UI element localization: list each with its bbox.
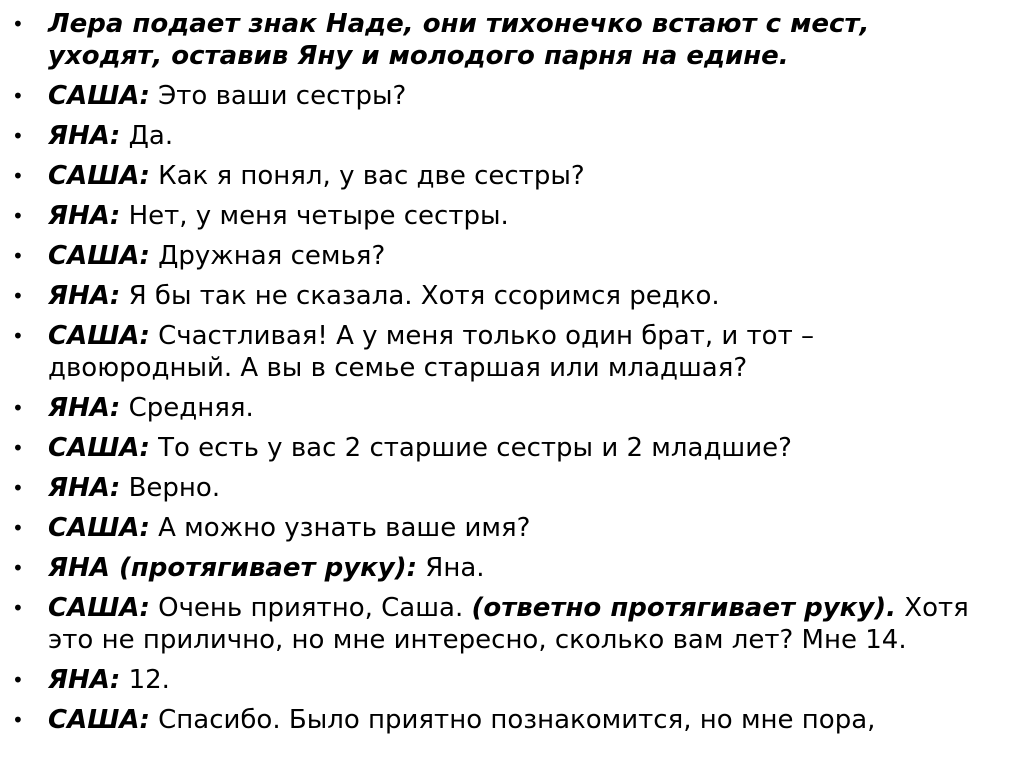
list-item <box>0 200 1024 232</box>
list-item <box>0 160 1024 192</box>
bullet-icon: • <box>12 204 24 228</box>
list-item <box>0 704 1024 736</box>
list-item <box>0 392 1024 424</box>
speaker-label: ЯНА (протягивает руку): <box>48 553 418 583</box>
line-text: Я бы так не сказала. Хотя ссоримся редко. <box>120 281 720 311</box>
line-text: То есть у вас 2 старшие сестры и 2 младшие? <box>149 433 792 463</box>
speaker-label: САША: <box>48 81 150 111</box>
speaker-label: ЯНА: <box>48 121 121 151</box>
line-text: А можно узнать ваше имя? <box>149 513 531 543</box>
line-text: Счастливая! А у меня только один брат, и тот – двоюродный. А вы в семье старшая или младшая? <box>48 321 814 383</box>
speaker-label: ЯНА: <box>48 201 121 231</box>
stage-remark: (ответно протягивает руку). <box>471 593 897 623</box>
line-text: Верно. <box>120 473 221 503</box>
list-item <box>0 80 1024 112</box>
bullet-icon: • <box>12 556 24 580</box>
speaker-label: ЯНА: <box>48 473 121 503</box>
speaker-label: ЯНА: <box>48 281 121 311</box>
speaker-label: САША: <box>48 241 150 271</box>
list-item <box>0 472 1024 504</box>
list-item <box>0 280 1024 312</box>
bullet-icon: • <box>12 244 24 268</box>
speaker-label: САША: <box>48 513 150 543</box>
speaker-label: САША: <box>48 321 150 351</box>
bullet-icon: • <box>12 516 24 540</box>
list-item <box>0 552 1024 584</box>
bullet-icon: • <box>12 124 24 148</box>
bullet-icon: • <box>12 84 24 108</box>
speaker-label: САША: <box>48 161 150 191</box>
bullet-icon: • <box>12 12 24 36</box>
list-item <box>0 8 1024 72</box>
speaker-label: САША: <box>48 705 150 735</box>
list-item <box>0 512 1024 544</box>
line-text: Это ваши сестры? <box>149 81 407 111</box>
list-item <box>0 320 1024 384</box>
bullet-icon: • <box>12 476 24 500</box>
script-list <box>0 8 1024 744</box>
bullet-icon: • <box>12 396 24 420</box>
list-item <box>0 120 1024 152</box>
list-item <box>0 240 1024 272</box>
line-text: Как я понял, у вас две сестры? <box>149 161 585 191</box>
bullet-icon: • <box>12 284 24 308</box>
line-text: Спасибо. Было приятно познакомится, но мне пора, <box>149 705 876 735</box>
speaker-label: ЯНА: <box>48 665 121 695</box>
line-text-continued: Хотя это не прилично, но мне интересно, сколько вам лет? Мне 14. <box>48 593 969 655</box>
list-item <box>0 592 1024 656</box>
line-text: Яна. <box>417 553 485 583</box>
line-text: Очень приятно, Саша. <box>149 593 472 623</box>
speaker-label: САША: <box>48 593 150 623</box>
stage-direction: Лера подает знак Наде, они тихонечко встают с мест, уходят, оставив Яну и молодого парня на едине. <box>48 9 870 71</box>
line-text: Нет, у меня четыре сестры. <box>120 201 509 231</box>
bullet-icon: • <box>12 436 24 460</box>
line-text: Да. <box>120 121 174 151</box>
list-item <box>0 432 1024 464</box>
list-item <box>0 664 1024 696</box>
line-text: 12. <box>120 665 170 695</box>
bullet-icon: • <box>12 708 24 732</box>
line-text: Дружная семья? <box>149 241 386 271</box>
speaker-label: ЯНА: <box>48 393 121 423</box>
bullet-icon: • <box>12 596 24 620</box>
bullet-icon: • <box>12 164 24 188</box>
line-text: Средняя. <box>120 393 254 423</box>
bullet-icon: • <box>12 668 24 692</box>
bullet-icon: • <box>12 324 24 348</box>
speaker-label: САША: <box>48 433 150 463</box>
